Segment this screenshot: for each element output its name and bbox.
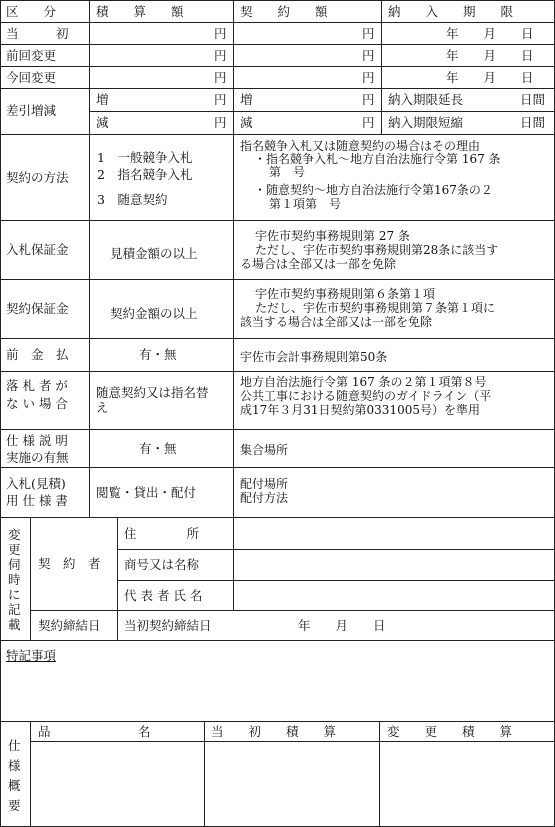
yen-unit: 円 bbox=[362, 70, 375, 85]
contract-bond-rule-3: 該当する場合は全部又は一部を免除 bbox=[240, 315, 433, 329]
increase-label: 増 bbox=[240, 92, 253, 107]
contractor-label: 契 約 者 bbox=[38, 556, 101, 571]
vchar: 要 bbox=[8, 798, 21, 813]
change-record-vertical-label bbox=[8, 527, 23, 632]
address-label: 住 所 bbox=[124, 526, 200, 541]
vchar: 概 bbox=[8, 778, 21, 793]
initial-estimate-header: 当 初 積 算 bbox=[211, 724, 337, 739]
header-nounyu: 納 入 期 限 bbox=[388, 4, 514, 19]
yen-unit: 円 bbox=[362, 48, 375, 63]
yen-unit: 円 bbox=[362, 115, 375, 130]
method-option-2[interactable]: 2 指名競争入札 bbox=[97, 167, 193, 182]
decrease-sekisan-field[interactable] bbox=[110, 112, 210, 134]
days-unit: 日間 bbox=[520, 92, 546, 107]
days-unit: 日間 bbox=[520, 115, 546, 130]
h-line bbox=[0, 279, 555, 280]
representative-field[interactable] bbox=[234, 581, 554, 610]
initial-estimate-field[interactable] bbox=[205, 742, 379, 826]
increase-keiyaku-field[interactable] bbox=[254, 89, 358, 111]
no-bidder-rule-3: 成17年３月31日契約第0331005号）を準用 bbox=[240, 403, 480, 417]
h-line bbox=[0, 721, 555, 722]
row-label-sashihiki: 差引増減 bbox=[6, 103, 57, 118]
zenkai-sekisan-field[interactable] bbox=[90, 45, 210, 66]
h-line bbox=[0, 371, 555, 372]
tousho-keiyaku-field[interactable] bbox=[234, 23, 358, 44]
date-unit: 年 月 日 bbox=[446, 48, 534, 63]
contract-bond-rule-1: 宇佐市契約事務規則第６条第１項 bbox=[255, 287, 436, 301]
contract-bond-label: 契約保証金 bbox=[6, 301, 69, 316]
increase-label: 増 bbox=[96, 92, 109, 107]
bid-spec-place-2: 配付方法 bbox=[240, 491, 289, 505]
vchar: 伺 bbox=[8, 557, 21, 572]
spec-summary-vertical-label bbox=[8, 736, 23, 816]
no-bidder-rule-1: 地方自治法施行令第 167 条の２第１項第８号 bbox=[240, 375, 487, 389]
company-name-label: 商号又は名称 bbox=[124, 557, 200, 572]
h-line bbox=[0, 0, 555, 1]
notes-area[interactable] bbox=[1, 665, 554, 720]
vchar: 時 bbox=[8, 572, 21, 587]
method-option-1[interactable]: 1 一般競争入札 bbox=[97, 150, 193, 165]
zenkai-deadline-field[interactable] bbox=[382, 45, 554, 66]
notes-label: 特記事項 bbox=[6, 648, 57, 663]
bid-spec-place-1: 配付場所 bbox=[240, 477, 289, 491]
method-reason-title: 指名競争入札又は随意契約の場合はその理由 bbox=[240, 139, 481, 153]
initial-date-value: 年 月 日 bbox=[298, 618, 386, 633]
signed-date-label: 契約締結日 bbox=[38, 618, 101, 633]
spec-briefing-place: 集合場所 bbox=[240, 443, 289, 457]
h-line bbox=[0, 429, 555, 430]
decrease-label: 減 bbox=[240, 115, 253, 130]
company-name-field[interactable] bbox=[234, 550, 554, 580]
row-label-zenkai: 前回変更 bbox=[6, 48, 57, 63]
date-unit: 年 月 日 bbox=[446, 70, 534, 85]
konkai-sekisan-field[interactable] bbox=[90, 67, 210, 88]
date-unit: 年 月 日 bbox=[446, 26, 534, 41]
yen-unit: 円 bbox=[214, 26, 227, 41]
h-line bbox=[0, 467, 555, 468]
yen-unit: 円 bbox=[214, 92, 227, 107]
spec-briefing-label-1: 仕 様 説 明 bbox=[6, 433, 68, 448]
bid-bond-rule-1: 宇佐市契約事務規則第 27 条 bbox=[255, 229, 410, 243]
bid-bond-amount: 見積金額の以上 bbox=[110, 246, 198, 261]
changed-estimate-header: 変 更 積 算 bbox=[387, 724, 513, 739]
vchar: 載 bbox=[8, 617, 21, 632]
tousho-sekisan-field[interactable] bbox=[90, 23, 210, 44]
representative-label: 代 表 者 氏 名 bbox=[124, 588, 203, 603]
vchar: 様 bbox=[8, 758, 21, 773]
method-reason-2a: ・随意契約〜地方自治法施行令第167条の２ bbox=[254, 183, 493, 197]
increase-sekisan-field[interactable] bbox=[110, 89, 210, 111]
shortening-days-field[interactable] bbox=[470, 112, 518, 134]
yen-unit: 円 bbox=[362, 92, 375, 107]
yen-unit: 円 bbox=[214, 48, 227, 63]
item-name-field[interactable] bbox=[31, 742, 204, 826]
spec-briefing-value[interactable]: 有・無 bbox=[139, 441, 177, 456]
vchar: に bbox=[8, 587, 21, 602]
yen-unit: 円 bbox=[362, 26, 375, 41]
header-kubun: 区 分 bbox=[6, 4, 57, 19]
advance-label: 前 金 払 bbox=[6, 347, 69, 362]
bid-spec-value[interactable]: 閲覧・貸出・配付 bbox=[96, 485, 197, 500]
decrease-keiyaku-field[interactable] bbox=[254, 112, 358, 134]
advance-rule: 宇佐市会計事務規則第50条 bbox=[240, 350, 388, 364]
item-name-header: 品 名 bbox=[38, 724, 151, 739]
bid-spec-label-2: 用 仕 様 書 bbox=[6, 493, 68, 508]
yen-unit: 円 bbox=[214, 70, 227, 85]
method-label: 契約の方法 bbox=[6, 170, 69, 185]
method-reason-1a: ・指名競争入札〜地方自治法施行令第 167 条 bbox=[254, 152, 501, 166]
tousho-deadline-field[interactable] bbox=[382, 23, 554, 44]
shortening-label: 納入期限短縮 bbox=[388, 115, 464, 130]
no-bidder-rule-2: 公共工事における随意契約のガイドライン（平 bbox=[240, 389, 492, 403]
yen-unit: 円 bbox=[214, 115, 227, 130]
address-field[interactable] bbox=[234, 518, 554, 549]
bid-bond-label: 入札保証金 bbox=[6, 242, 69, 257]
konkai-keiyaku-field[interactable] bbox=[234, 67, 358, 88]
v-line bbox=[117, 517, 118, 640]
changed-estimate-field[interactable] bbox=[380, 742, 554, 826]
method-reason-1b: 第 号 bbox=[269, 165, 306, 179]
extension-label: 納入期限延長 bbox=[388, 92, 464, 107]
row-label-konkai: 今回変更 bbox=[6, 70, 57, 85]
method-option-3[interactable]: 3 随意契約 bbox=[97, 192, 168, 207]
bid-bond-rule-3: る場合は全部又は一部を免除 bbox=[240, 257, 397, 271]
row-label-tousho: 当 初 bbox=[6, 26, 69, 41]
contract-bond-rule-2: ただし、宇佐市契約事務規則第７条第１項に bbox=[255, 301, 496, 315]
h-line bbox=[0, 640, 555, 641]
bid-spec-label-1: 入札(見積) bbox=[6, 476, 66, 491]
contract-bond-amount: 契約金額の以上 bbox=[110, 306, 198, 321]
h-line bbox=[0, 220, 555, 221]
h-line bbox=[0, 338, 555, 339]
vchar: 変 bbox=[8, 527, 21, 542]
h-line bbox=[0, 134, 555, 135]
vchar: 仕 bbox=[8, 738, 21, 753]
zenkai-keiyaku-field[interactable] bbox=[234, 45, 358, 66]
no-bidder-label-1: 落 札 者 が bbox=[6, 378, 68, 393]
header-keiyaku: 契 約 額 bbox=[240, 4, 328, 19]
no-bidder-value-1: 随意契約又は指名替 bbox=[96, 385, 209, 400]
initial-date-label: 当初契約締結日 bbox=[124, 618, 212, 633]
spec-briefing-label-2: 実施の有無 bbox=[6, 450, 69, 465]
no-bidder-value-2: え bbox=[96, 400, 109, 415]
v-line bbox=[30, 517, 31, 640]
vchar: 更 bbox=[8, 542, 21, 557]
decrease-label: 減 bbox=[96, 115, 109, 130]
method-reason-2b: 第１項第 号 bbox=[269, 197, 342, 211]
no-bidder-label-2: な い 場 合 bbox=[6, 396, 68, 411]
extension-days-field[interactable] bbox=[470, 89, 518, 111]
initial-date-field[interactable] bbox=[234, 611, 554, 640]
header-sekisan: 積 算 額 bbox=[96, 4, 184, 19]
vchar: 記 bbox=[8, 602, 21, 617]
konkai-deadline-field[interactable] bbox=[382, 67, 554, 88]
advance-value[interactable]: 有・無 bbox=[139, 347, 177, 362]
bid-bond-rule-2: ただし、宇佐市契約事務規則第28条に該当す bbox=[255, 243, 499, 257]
